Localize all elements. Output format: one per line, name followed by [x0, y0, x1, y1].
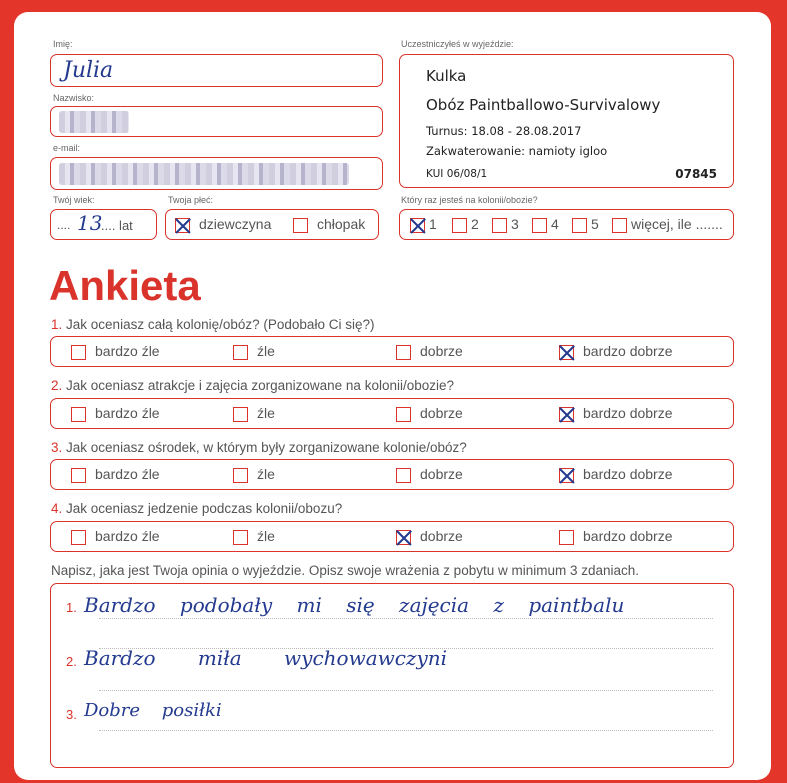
times-option-4[interactable]: 4 — [532, 216, 559, 233]
age-suffix: .... lat — [101, 218, 133, 233]
camp-code: KUI 06/08/1 — [426, 168, 488, 180]
q4-option-good[interactable]: dobrze — [396, 528, 463, 545]
question-2: 2. Jak oceniasz atrakcje i zajęcia zorganizowane na kolonii/obozie? — [51, 378, 455, 393]
survey-sheet — [14, 12, 771, 780]
q2-option-very-good[interactable]: bardzo dobrze — [559, 405, 673, 422]
camp-title: Obóz Paintballowo-Survivalowy — [426, 96, 661, 114]
email-label: e-mail: — [53, 143, 81, 153]
gender-option-boy[interactable]: chłopak — [293, 216, 365, 233]
opinion-rule — [99, 618, 713, 619]
opinion-prompt: Napisz, jaka jest Twoja opinia o wyjeździe. Opisz swoje wrażenia z pobytu w minimum 3 zdaniach. — [51, 563, 640, 578]
opinion-3-text: Dobre posiłki — [84, 700, 222, 721]
age-label: Twój wiek: — [53, 195, 95, 205]
boy-checkbox[interactable] — [293, 218, 308, 233]
email-field[interactable] — [50, 157, 383, 190]
q2-option-very-bad[interactable]: bardzo źle — [71, 405, 160, 422]
q4-option-very-bad[interactable]: bardzo źle — [71, 528, 160, 545]
age-value: 13 — [77, 211, 103, 235]
opinion-1-number: 1. — [66, 600, 77, 615]
name-field[interactable] — [50, 54, 383, 87]
q1-option-very-good[interactable]: bardzo dobrze — [559, 343, 673, 360]
times-label: Który raz jesteś na kolonii/obozie? — [401, 195, 538, 205]
q2-option-bad[interactable]: źle — [233, 405, 275, 422]
name-value: Julia — [63, 58, 114, 83]
opinion-3-number: 3. — [66, 707, 77, 722]
question-2-options — [50, 398, 734, 429]
camp-label: Uczestniczyłeś w wyjeździe: — [401, 39, 514, 49]
q3-option-very-bad[interactable]: bardzo źle — [71, 466, 160, 483]
gender-group — [165, 209, 379, 240]
times-option-5[interactable]: 5 — [572, 216, 599, 233]
times-option-2[interactable]: 2 — [452, 216, 479, 233]
gender-label: Twoja płeć: — [168, 195, 214, 205]
camp-name: Kulka — [426, 67, 467, 85]
age-field[interactable] — [50, 209, 157, 240]
camp-lodging: Zakwaterowanie: namioty igloo — [426, 144, 608, 158]
question-1-options — [50, 336, 734, 367]
opinion-rule — [99, 730, 713, 731]
opinion-textarea[interactable] — [50, 583, 734, 768]
question-4: 4. Jak oceniasz jedzenie podczas kolonii/obozu? — [51, 501, 343, 516]
camp-info-box — [399, 54, 734, 188]
q1-option-bad[interactable]: źle — [233, 343, 275, 360]
opinion-2-text: Bardzo miła wychowawczyni — [84, 646, 448, 670]
times-option-1[interactable]: 1 — [410, 216, 437, 233]
question-4-options — [50, 521, 734, 552]
camp-turnus: Turnus: 18.08 - 28.08.2017 — [426, 124, 582, 138]
age-prefix: .... — [57, 218, 71, 232]
name-label: Imię: — [53, 39, 73, 49]
q3-option-very-good[interactable]: bardzo dobrze — [559, 466, 673, 483]
q1-option-good[interactable]: dobrze — [396, 343, 463, 360]
survey-title: Ankieta — [49, 262, 201, 309]
q4-option-very-good[interactable]: bardzo dobrze — [559, 528, 673, 545]
q2-option-good[interactable]: dobrze — [396, 405, 463, 422]
times-group — [399, 209, 734, 240]
opinion-2-number: 2. — [66, 654, 77, 669]
opinion-rule — [99, 690, 713, 691]
times-option-3[interactable]: 3 — [492, 216, 519, 233]
email-redacted — [59, 163, 349, 185]
question-3-options — [50, 459, 734, 490]
girl-checkbox[interactable] — [175, 218, 190, 233]
gender-option-girl[interactable]: dziewczyna — [175, 216, 271, 233]
surname-redacted — [59, 111, 129, 133]
opinion-1-text: Bardzo podobały mi się zajęcia z paintbalu — [84, 593, 625, 617]
surname-field[interactable] — [50, 106, 383, 137]
camp-number: 07845 — [675, 167, 717, 181]
q1-option-very-bad[interactable]: bardzo źle — [71, 343, 160, 360]
q3-option-good[interactable]: dobrze — [396, 466, 463, 483]
surname-label: Nazwisko: — [53, 93, 95, 103]
question-1: 1. Jak oceniasz całą kolonię/obóz? (Podobało Ci się?) — [51, 317, 375, 332]
times-option-more[interactable]: więcej, ile ....... — [612, 216, 723, 233]
q4-option-bad[interactable]: źle — [233, 528, 275, 545]
question-3: 3. Jak oceniasz ośrodek, w którym były zorganizowane kolonie/obóz? — [51, 440, 467, 455]
q3-option-bad[interactable]: źle — [233, 466, 275, 483]
